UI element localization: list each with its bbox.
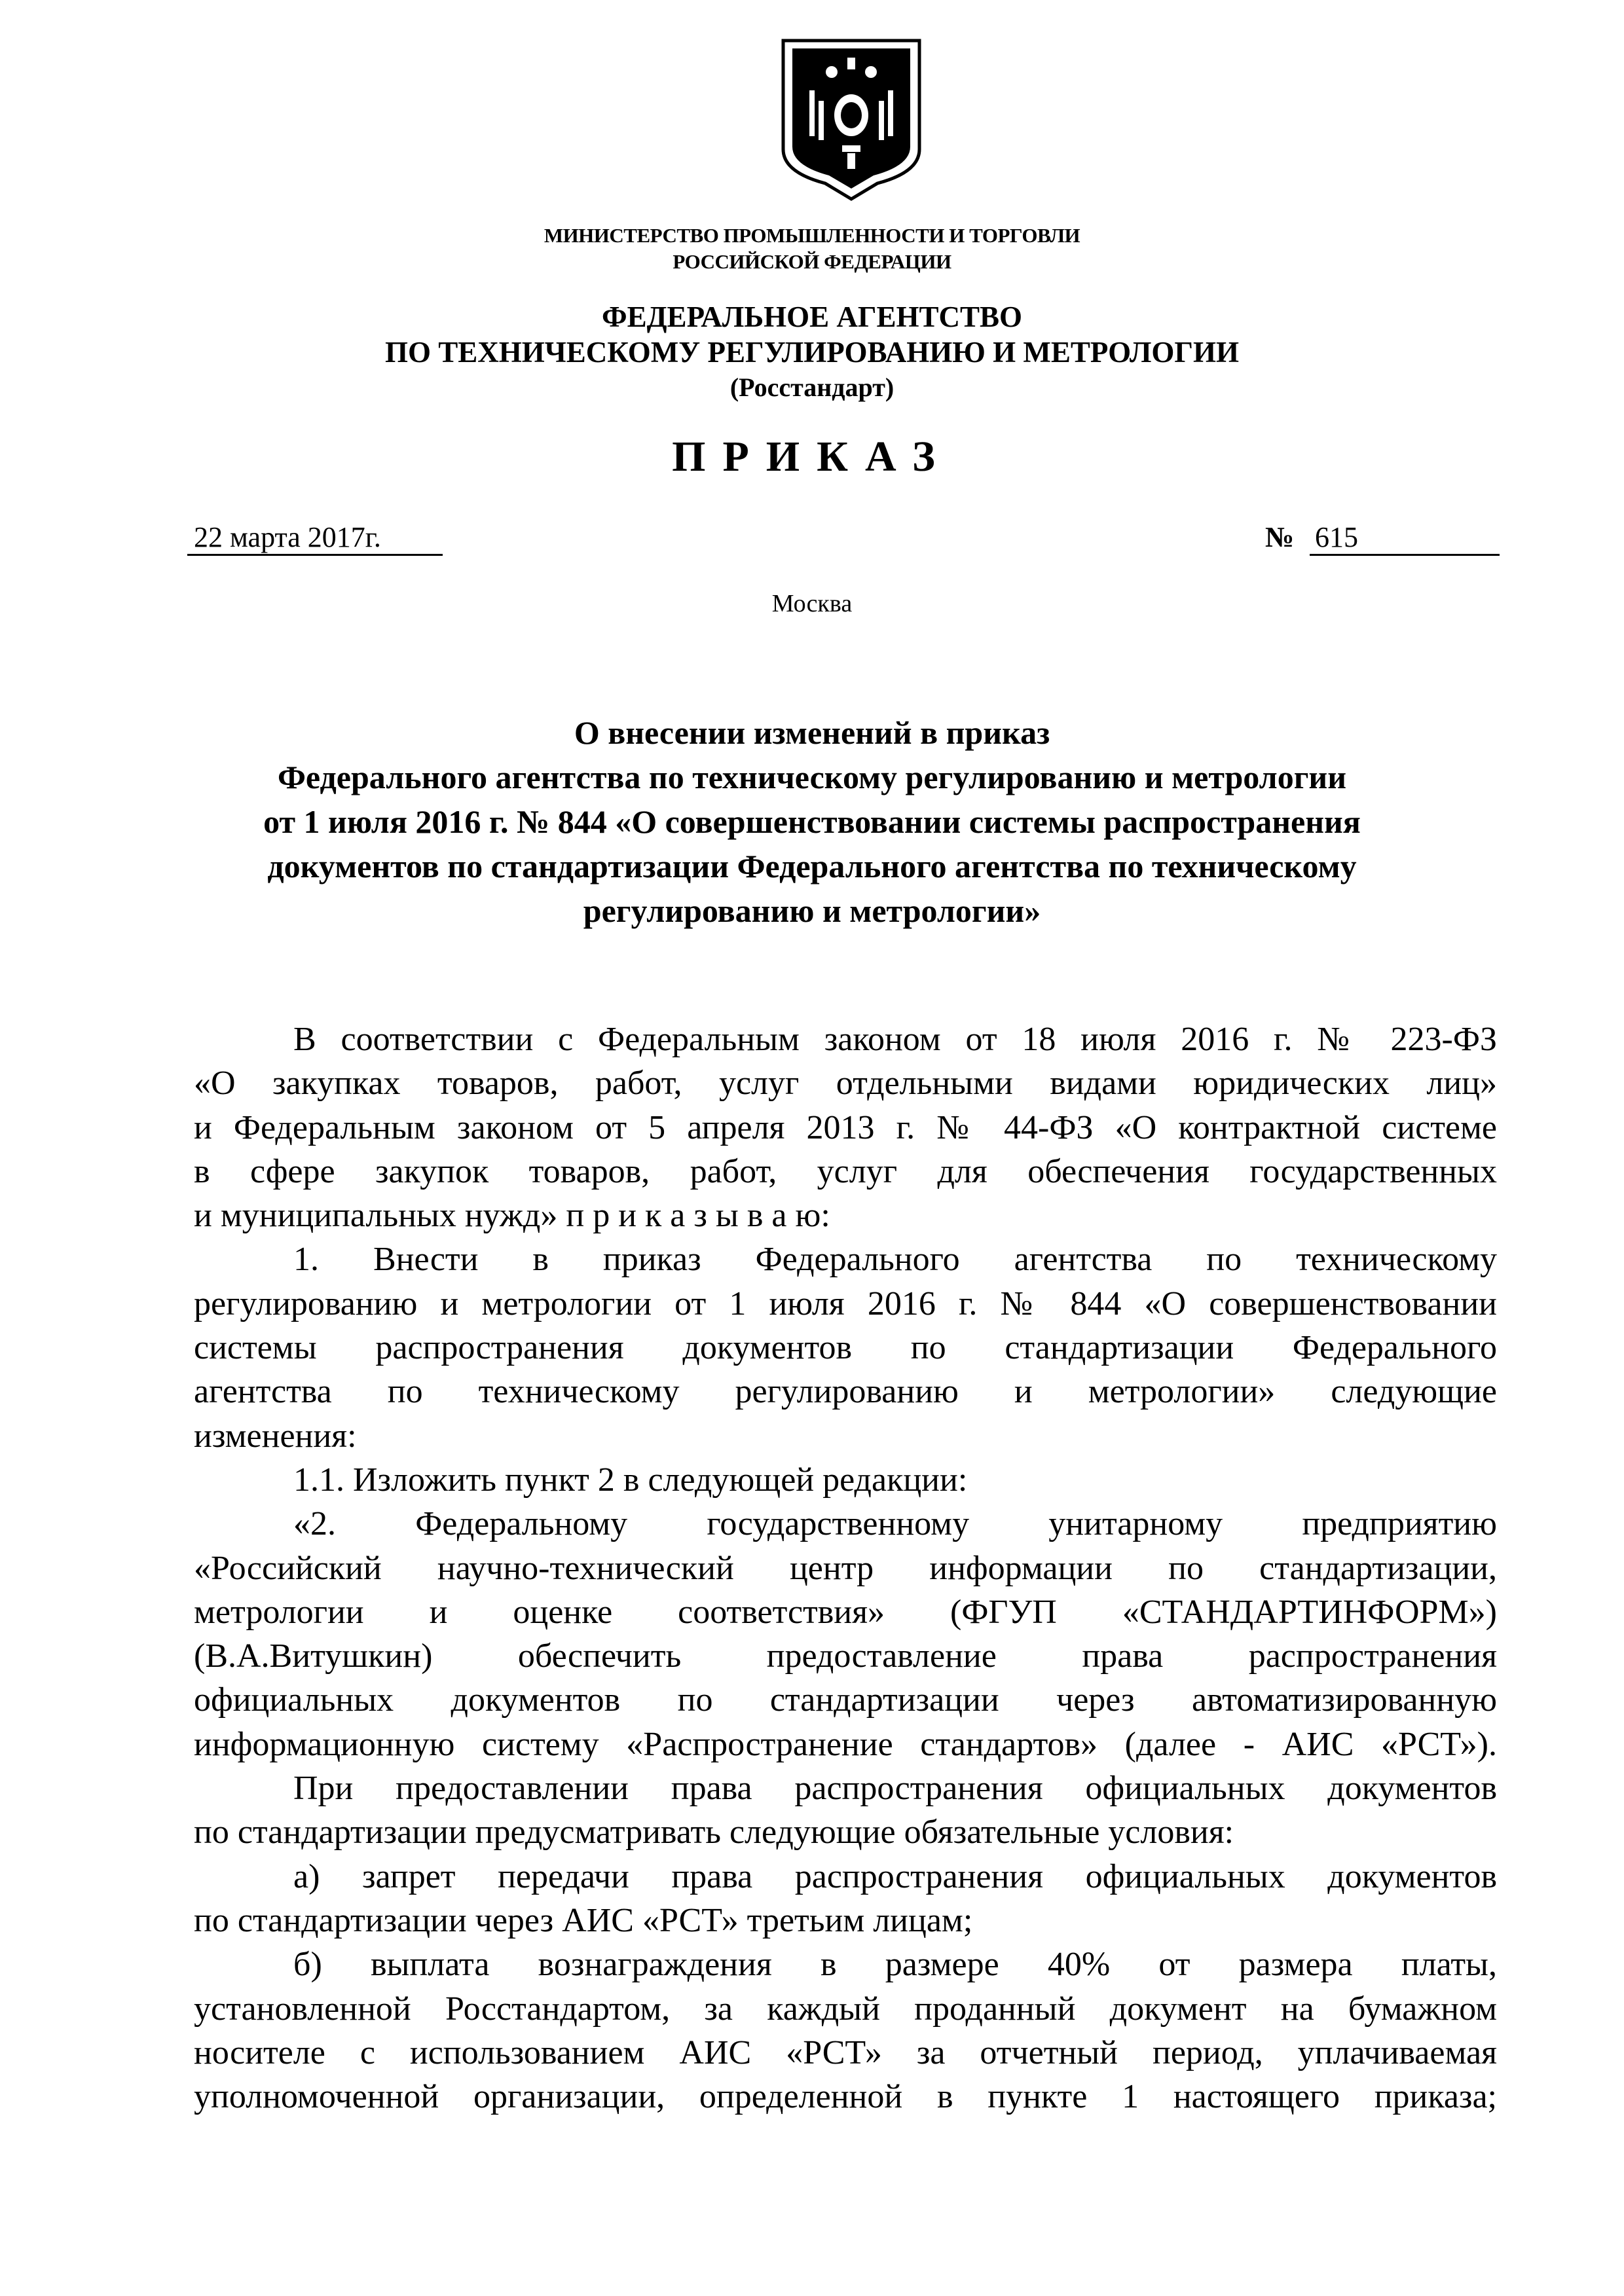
order-title-line: Федерального агентства по техническому регулированию и метрологии — [277, 759, 1347, 795]
body-line: б) выплата вознаграждения в размере 40% от размера платы, — [293, 1946, 1497, 1984]
body-line: по стандартизации через АИС «РСТ» третьим лицам; — [194, 1901, 973, 1939]
order-number-label: № — [1265, 521, 1295, 553]
order-title-line: регулированию и метрологии» — [583, 892, 1041, 929]
body-line: носителе с использованием АИС «РСТ» за отчетный период, уплачиваемая — [194, 2033, 1497, 2071]
order-title-line: документов по стандартизации Федерального агентства по техническому — [267, 848, 1357, 884]
body-line: изменения: — [194, 1417, 357, 1455]
body-line: а) запрет передачи права распространения официальных документов — [293, 1857, 1497, 1895]
body-line: в сфере закупок товаров, работ, услуг для обеспечения государственных — [194, 1152, 1497, 1190]
body-line: (В.А.Витушкин) обеспечить предоставление права распространения — [194, 1637, 1497, 1675]
body-line: установленной Росстандартом, за каждый проданный документ на бумажном — [194, 1990, 1497, 2028]
body-line: «О закупках товаров, работ, услуг отдельными видами юридических лиц» — [194, 1065, 1497, 1102]
body-line: регулированию и метрологии от 1 июля 2016 г. № 844 «О совершенствовании — [194, 1285, 1497, 1322]
body-line: и Федеральным законом от 5 апреля 2013 г. № 44-ФЗ «О контрактной системе — [194, 1108, 1497, 1146]
ministry-name-line-1: МИНИСТЕРСТВО ПРОМЫШЛЕННОСТИ И ТОРГОВЛИ — [544, 224, 1080, 247]
agency-name-line-2: ПО ТЕХНИЧЕСКОМУ РЕГУЛИРОВАНИЮ И МЕТРОЛОГИИ — [384, 336, 1240, 369]
body-line: «Российский научно-технический центр информации по стандартизации, — [194, 1549, 1497, 1587]
order-title-line: О внесении изменений в приказ — [574, 714, 1050, 751]
date-underline — [187, 554, 443, 556]
body-line: официальных документов по стандартизации через автоматизированную — [194, 1681, 1497, 1719]
body-line: системы распространения документов по стандартизации Федерального — [194, 1329, 1497, 1367]
number-underline — [1310, 554, 1500, 556]
body-line: 1. Внести в приказ Федерального агентства по техническому — [293, 1241, 1497, 1279]
order-number: 615 — [1315, 521, 1358, 553]
body-line: метрологии и оценке соответствия» (ФГУП «СТАНДАРТИНФОРМ») — [194, 1593, 1497, 1631]
body-line: и муниципальных нужд» п р и к а з ы в а ю: — [194, 1197, 830, 1235]
body-line: по стандартизации предусматривать следующие обязательные условия: — [194, 1813, 1234, 1851]
ministry-name-line-2: РОССИЙСКОЙ ФЕДЕРАЦИИ — [673, 250, 951, 273]
body-line: информационную систему «Распространение стандартов» (далее - АИС «РСТ»). — [194, 1725, 1497, 1763]
body-line: уполномоченной организации, определенной в пункте 1 настоящего приказа; — [194, 2078, 1497, 2116]
body-line: 1.1. Изложить пункт 2 в следующей редакции: — [293, 1461, 968, 1499]
body-line: В соответствии с Федеральным законом от 18 июля 2016 г. № 223-ФЗ — [293, 1021, 1497, 1058]
document-type-heading: ПРИКАЗ — [672, 433, 952, 481]
body-line: «2. Федеральному государственному унитарному предприятию — [293, 1505, 1497, 1543]
order-date: 22 марта 2017г. — [194, 521, 381, 553]
agency-name-line-1: ФЕДЕРАЛЬНОЕ АГЕНТСТВО — [601, 301, 1023, 333]
city: Москва — [771, 590, 853, 617]
order-title-line: от 1 июля 2016 г. № 844 «О совершенствовании системы распространения — [263, 803, 1361, 840]
coat-of-arms-icon — [779, 38, 923, 202]
body-line: агентства по техническому регулированию и метрологии» следующие — [194, 1373, 1497, 1411]
order-body — [194, 1017, 1497, 2119]
body-line: При предоставлении права распространения официальных документов — [293, 1770, 1497, 1808]
agency-short-name: (Росстандарт) — [729, 373, 895, 402]
